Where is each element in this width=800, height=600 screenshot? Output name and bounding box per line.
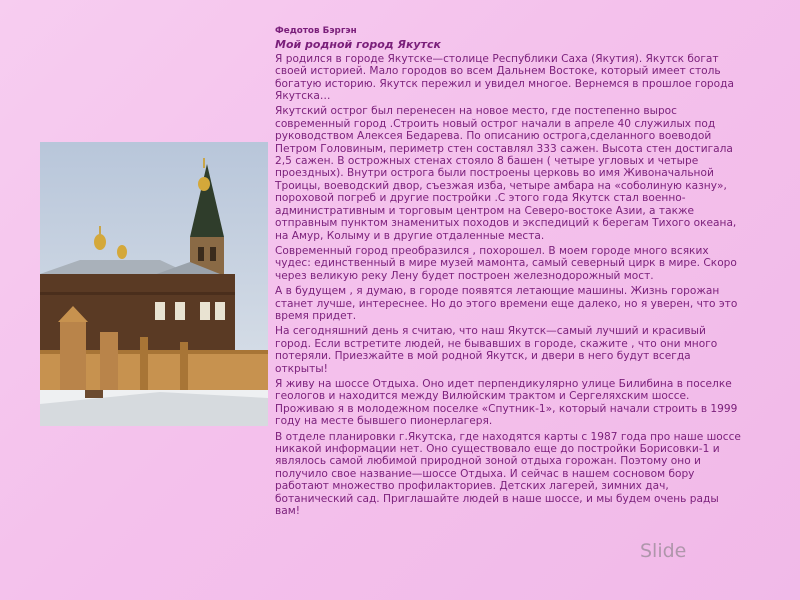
paragraph-4: А в будущем , я думаю, в городе появятся летающие машины. Жизнь горожан станет лучше, интереснее. Но до этого времени еще далеко, но я уверен, что это время придет. xyxy=(275,285,738,322)
paragraph-1: Я родился в городе Якутске—столице Республики Саха (Якутия). Якутск богат своей историей. Мало городов во всем Дальнем Востоке, который имеет столь богатую историю. Якутск пережил и увидел многое. Вернемся в прошлое города Якутска… xyxy=(275,52,734,103)
article-title: Мой родной город Якутск xyxy=(275,38,441,52)
church-illustration xyxy=(40,142,268,426)
article xyxy=(275,25,745,520)
paragraph-2: Якутский острог был перенесен на новое место, где постепенно вырос современный город .Строить новый острог начали в апреле 40 служилых под руководством Алексея Бедарева. По описанию острога,сделанного воеводой Петром Головиным, периметр стен составлял 333 сажен. Высота стен достигала 2,5 сажен. В острожных стенах стояло 8 башен ( четыре угловых и четыре проездных). Внутри острога были построены церковь во имя Живоначальной Троицы, воеводский двор, съезжая изба, четыре амбара на «соболиную казну», пороховой погреб и другие постройки .С этого года Якутск стал военно-административным и торговым центром на Северо-востоке Азии, а также отправным пунктом знаменитых походов и экспедиций к берегам Тихого океана, на Амур, Колыму и в другие отдаленные места. xyxy=(275,105,737,242)
church-photo xyxy=(40,142,268,426)
watermark: Slide xyxy=(640,540,687,562)
paragraph-3: Современный город преобразился , похорошел. В моем городе много всяких чудес: единственный в мире музей мамонта, самый северный цирк в мире. Скоро через великую реку Лену будет построен железнодорожный мост. xyxy=(275,244,737,282)
author-name: Федотов Бэргэн xyxy=(275,26,357,36)
paragraph-5: На сегодняшний день я считаю, что наш Якутск—самый лучший и красивый город. Если встретите людей, не бывавших в городе, скажите , что они много потеряли. Приезжайте в мой родной Якутск, и двери в него будут всегда открыты! xyxy=(275,325,718,375)
paragraph-7: В отделе планировки г.Якутска, где находятся карты с 1987 года про наше шоссе никакой информации нет. Оно существовало еще до постройки Борисовки-1 и являлось самой любимой природной зоной отдыха горожан. Поэтому оно и получило свое название—шоссе Отдыха. И сейчас в нашем сосновом бору работают множество профилакториев. Детских лагерей, зимних дач, ботанический сад. Приглашайте людей в наше шоссе, и мы будем очень рады вам! xyxy=(275,430,741,518)
paragraph-6: Я живу на шоссе Отдыха. Оно идет перпендикулярно улице Билибина в поселке геологов и находится между Вилюйским трактом и Сергеляхским шоссе. Проживаю я в молодежном поселке «Спутник-1», который начали строить в 1999 году на месте бывшего пионерлагеря. xyxy=(275,377,738,428)
